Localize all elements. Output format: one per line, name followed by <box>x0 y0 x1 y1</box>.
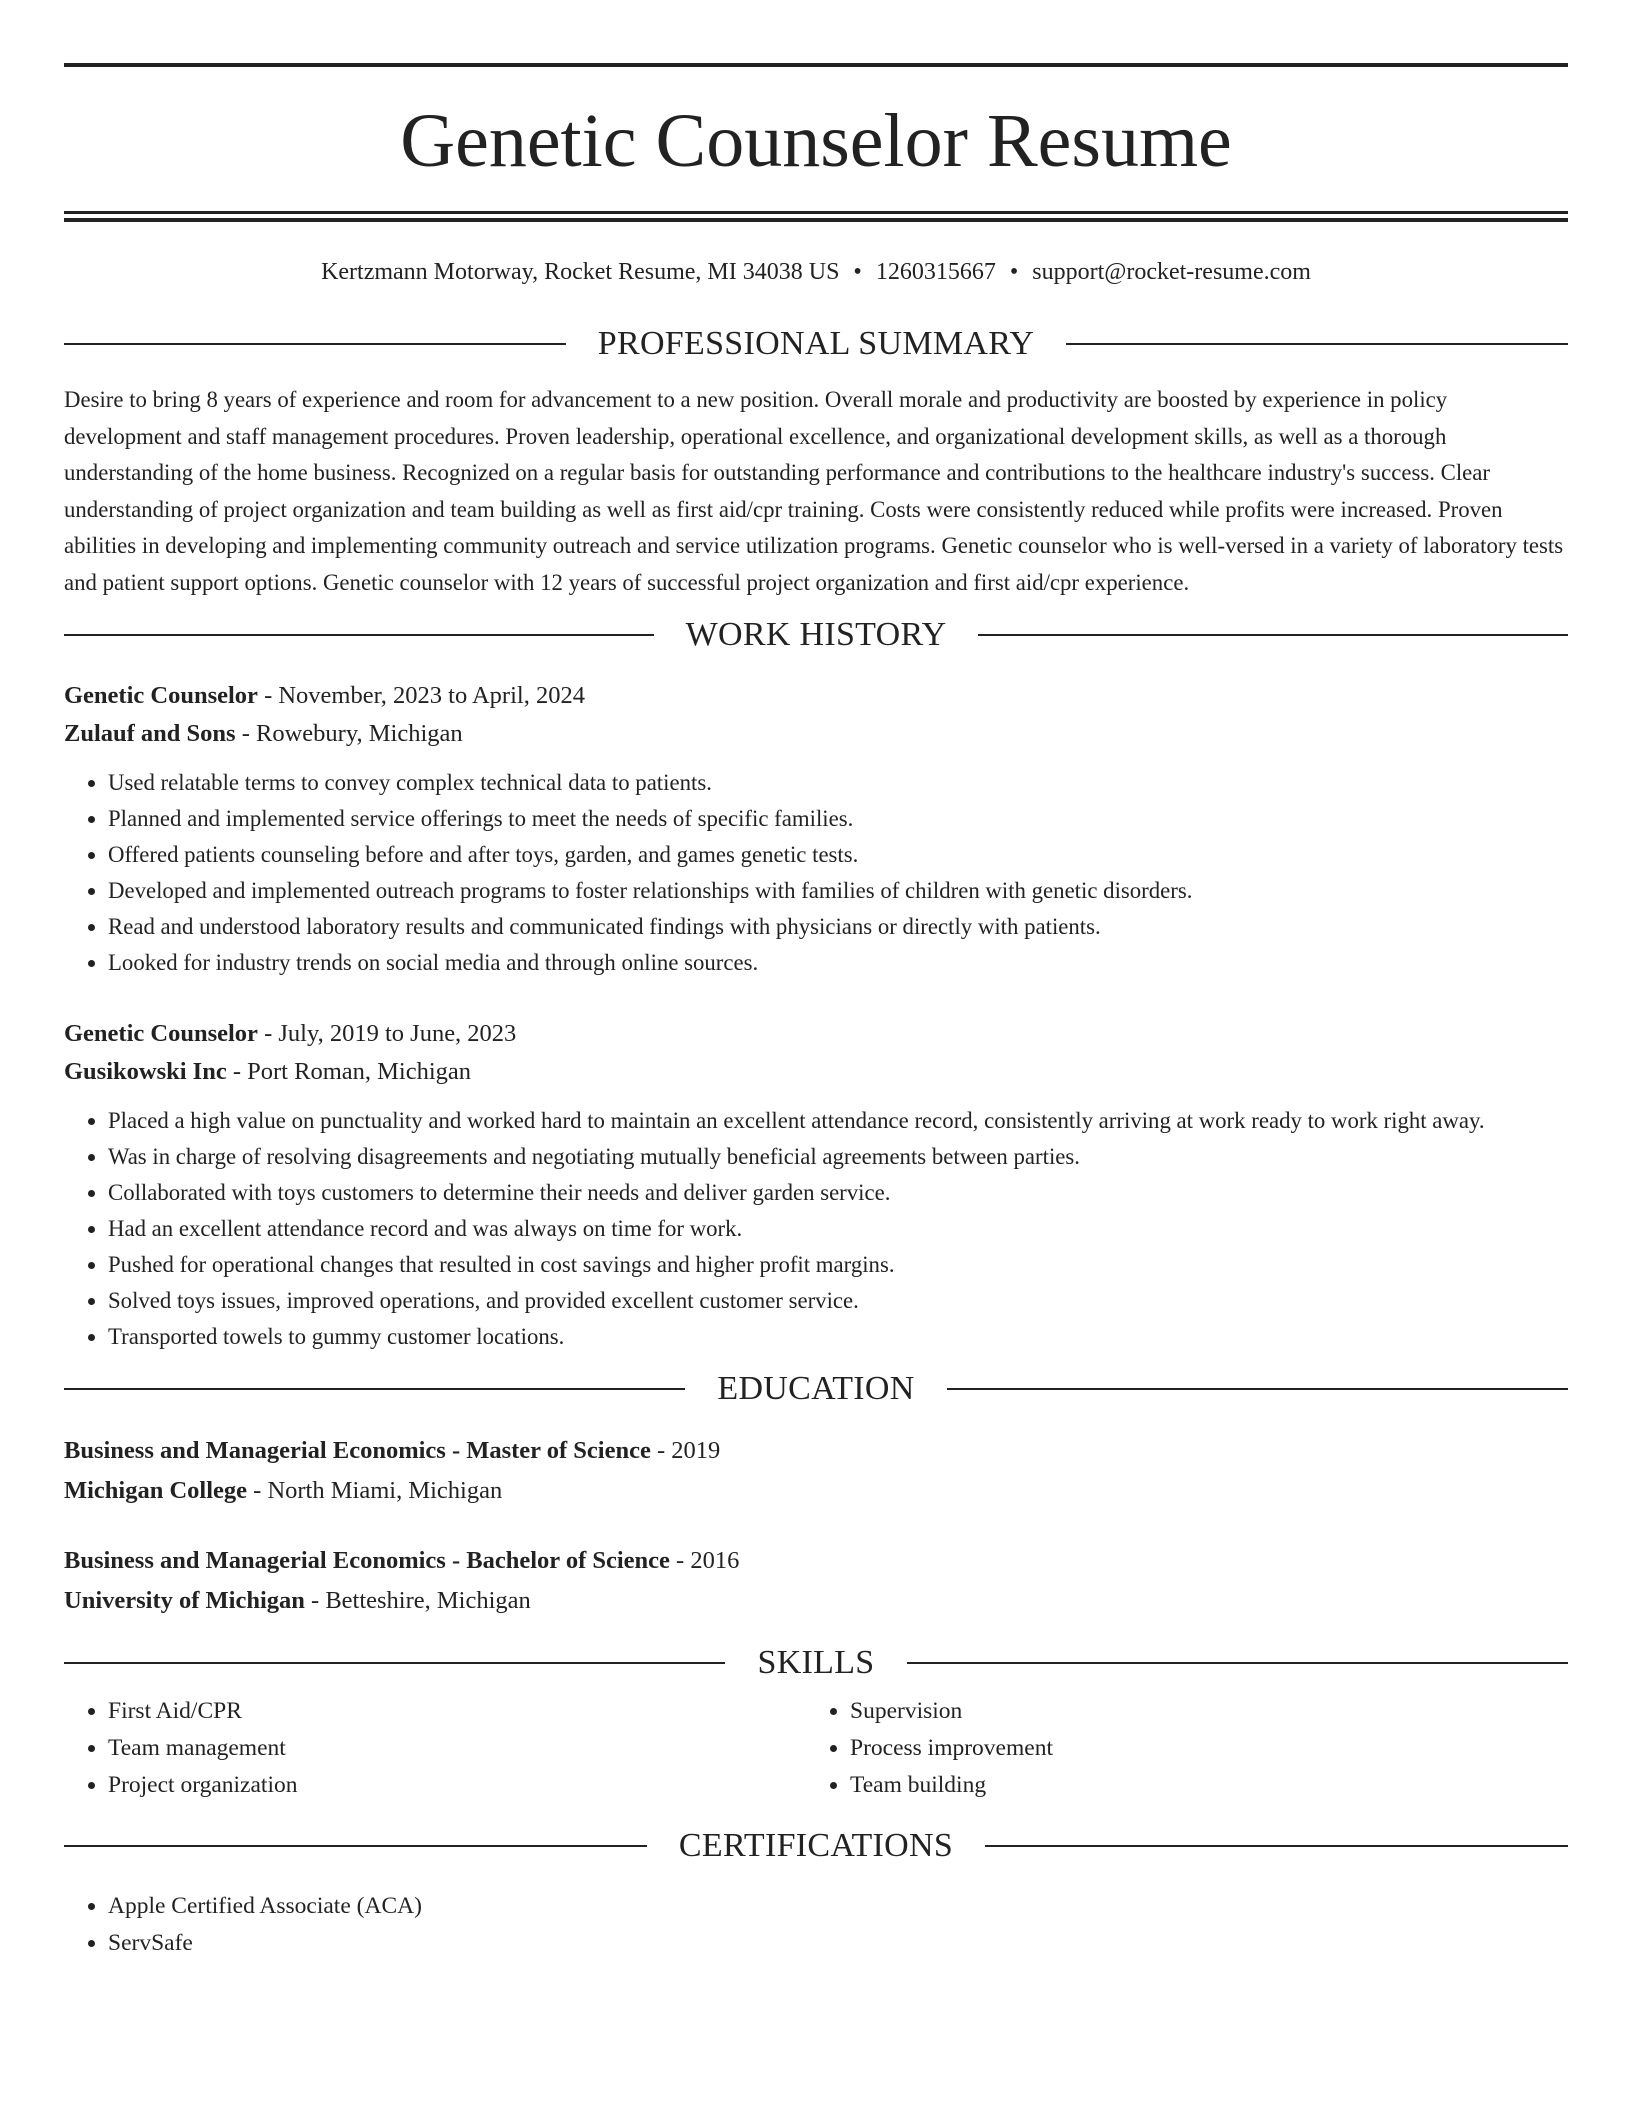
resume-page <box>64 0 1568 1962</box>
job-bullet: • Was in charge of resolving disagreements and negotiating mutually beneficial agreements between parties. <box>108 1139 1568 1175</box>
job-company: Zulauf and Sons <box>64 720 236 747</box>
heading-rule <box>64 1662 725 1664</box>
skill-item: • Supervision <box>850 1693 1548 1730</box>
education-degree-line <box>64 1431 1568 1471</box>
education-school: University of Michigan <box>64 1587 305 1614</box>
skill-item: • Team management <box>108 1730 806 1767</box>
job-bullet: • Planned and implemented service offerings to meet the needs of specific families. <box>108 801 1568 837</box>
section-heading-education <box>64 1369 1568 1409</box>
job-bullets <box>64 1103 1568 1355</box>
skill-item: • Project organization <box>108 1767 806 1804</box>
job-bullet: • Placed a high value on punctuality and worked hard to maintain an excellent attendance record, consistently arriving at work ready to work right away. <box>108 1103 1568 1139</box>
job-bullet: • Looked for industry trends on social media and through online sources. <box>108 945 1568 981</box>
heading-rule <box>64 634 654 636</box>
job-entry <box>64 1015 1568 1355</box>
job-bullet: • Had an excellent attendance record and was always on time for work. <box>108 1211 1568 1247</box>
education-location: - North Miami, Michigan <box>247 1477 503 1504</box>
education-entry <box>64 1431 1568 1511</box>
skills-list <box>64 1693 1568 1804</box>
job-entry <box>64 677 1568 981</box>
job-bullet: • Developed and implemented outreach programs to foster relationships with families of children with genetic disorders. <box>108 873 1568 909</box>
education-location: - Betteshire, Michigan <box>304 1587 531 1614</box>
heading-rule <box>978 634 1568 636</box>
education-school-line <box>64 1471 1568 1511</box>
job-bullet: • Used relatable terms to convey complex technical data to patients. <box>108 765 1568 801</box>
job-location: - Port Roman, Michigan <box>226 1058 472 1085</box>
heading-rule <box>64 1845 647 1847</box>
certification-item: • Apple Certified Associate (ACA) <box>108 1888 1568 1925</box>
heading-rule <box>1066 343 1568 345</box>
contact-separator: • <box>1009 259 1019 285</box>
education-school-line <box>64 1581 1568 1621</box>
section-heading-summary <box>64 324 1568 364</box>
title-double-rule <box>64 211 1568 222</box>
job-bullet: • Collaborated with toys customers to determine their needs and deliver garden service. <box>108 1175 1568 1211</box>
heading-rule <box>985 1845 1568 1847</box>
education-year: - 2019 <box>650 1437 721 1464</box>
skill-item: • Team building <box>850 1767 1548 1804</box>
skills-column-right <box>806 1693 1548 1804</box>
job-title-line <box>64 1015 1568 1053</box>
heading-rule <box>947 1388 1568 1390</box>
job-title: Genetic Counselor <box>64 1020 258 1047</box>
contact-address: Kertzmann Motorway, Rocket Resume, MI 34038 US <box>321 259 840 285</box>
section-heading-certifications <box>64 1826 1568 1866</box>
job-title: Genetic Counselor <box>64 682 258 709</box>
education-degree: Business and Managerial Economics - Master of Science <box>64 1437 651 1464</box>
heading-rule <box>64 1388 685 1390</box>
section-title: SKILLS <box>757 1644 875 1681</box>
job-title-line <box>64 677 1568 715</box>
education-year: - 2016 <box>669 1547 740 1574</box>
section-heading-skills <box>64 1643 1568 1683</box>
section-title: CERTIFICATIONS <box>678 1827 954 1864</box>
section-title: PROFESSIONAL SUMMARY <box>597 325 1035 362</box>
education-degree-line <box>64 1541 1568 1581</box>
job-bullets <box>64 765 1568 981</box>
education-entry <box>64 1541 1568 1621</box>
resume-title: Genetic Counselor Resume <box>400 99 1232 183</box>
certification-item: • ServSafe <box>108 1925 1568 1962</box>
skill-item: • Process improvement <box>850 1730 1548 1767</box>
contact-email: support@rocket-resume.com <box>1032 259 1311 285</box>
job-dates: - November, 2023 to April, 2024 <box>257 682 585 709</box>
job-company-line <box>64 715 1568 753</box>
skills-column-left <box>64 1693 806 1804</box>
job-location: - Rowebury, Michigan <box>235 720 463 747</box>
heading-rule <box>64 343 566 345</box>
job-bullet: • Pushed for operational changes that resulted in cost savings and higher profit margins. <box>108 1247 1568 1283</box>
education-school: Michigan College <box>64 1477 248 1504</box>
contact-line <box>64 257 1568 287</box>
job-dates: - July, 2019 to June, 2023 <box>257 1020 517 1047</box>
section-title: WORK HISTORY <box>685 616 947 653</box>
job-company-line <box>64 1053 1568 1091</box>
contact-phone: 1260315667 <box>875 259 996 285</box>
job-bullet: • Transported towels to gummy customer locations. <box>108 1319 1568 1355</box>
job-bullet: • Offered patients counseling before and after toys, garden, and games genetic tests. <box>108 837 1568 873</box>
education-degree: Business and Managerial Economics - Bachelor of Science <box>64 1547 670 1574</box>
summary-text: Desire to bring 8 years of experience and room for advancement to a new position. Overall morale and productivity are boosted by experience in policy development and staff management procedures. Proven leadership, operational excellence, and organizational development skills, as well as a thorough understanding of the home business. Recognized on a regular basis for outstanding performance and contributions to the healthcare industry's success. Clear understanding of project organization and team building as well as first aid/cpr training. Costs were consistently reduced while profits were increased. Proven abilities in developing and implementing community outreach and service utilization programs. Genetic counselor who is well-versed in a variety of laboratory tests and patient support options. Genetic counselor with 12 years of successful project organization and first aid/cpr experience. <box>64 387 1564 595</box>
section-heading-work <box>64 615 1568 655</box>
contact-separator: • <box>853 259 862 285</box>
job-company: Gusikowski Inc <box>64 1058 227 1085</box>
job-bullet: • Read and understood laboratory results and communicated findings with physicians or directly with patients. <box>108 909 1568 945</box>
job-bullet: • Solved toys issues, improved operations, and provided excellent customer service. <box>108 1283 1568 1319</box>
skill-item: • First Aid/CPR <box>108 1693 806 1730</box>
section-title: EDUCATION <box>717 1370 915 1407</box>
heading-rule <box>907 1662 1568 1664</box>
certifications-list <box>64 1888 1568 1962</box>
